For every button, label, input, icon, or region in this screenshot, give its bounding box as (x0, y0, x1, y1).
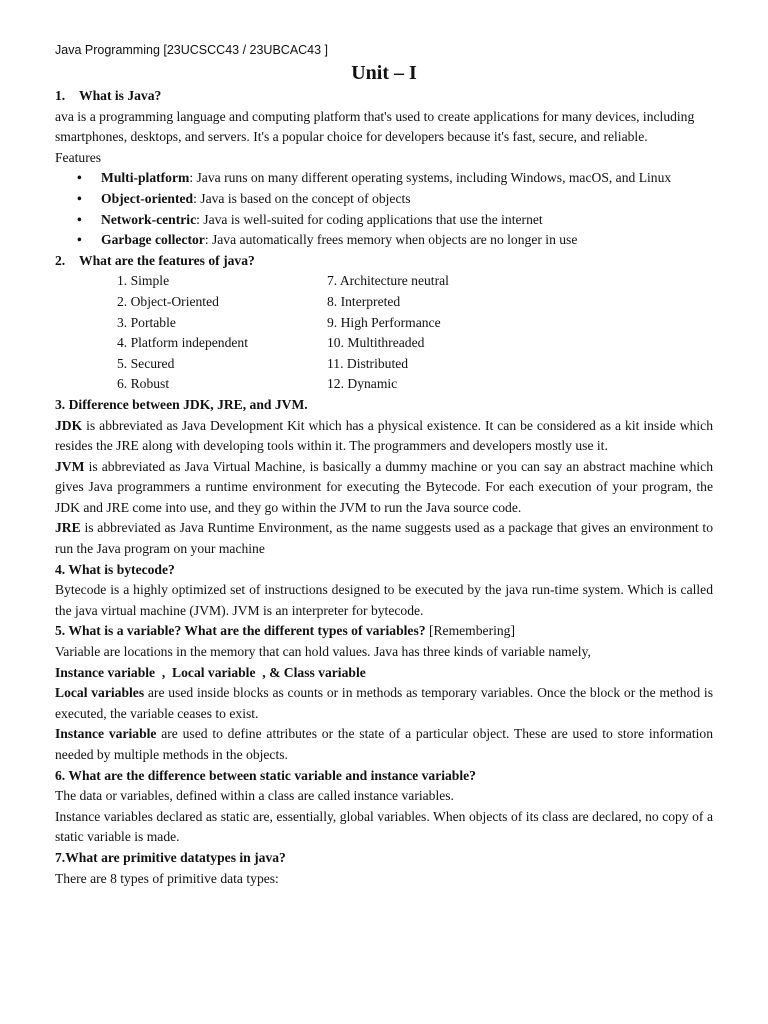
static-line-2: Instance variables declared as static are, essentially, global variables. When objects of its class are declared, no copy of a static variable is made. (55, 808, 713, 845)
question-5-heading: 5. What is a variable? What are the different types of variables? [Remembering] (55, 623, 516, 639)
question-1-intro: ava is a programming language and computing platform that's used to create applications for many devices, including smartphones, desktops, and servers. It's a popular choice for developers because it's fast, secure, and reliable. (55, 108, 695, 145)
list-item: • Object-oriented: Java is based on the concept of objects (55, 189, 713, 210)
feature-item: 3. Portable (117, 314, 176, 330)
question-6-heading: 6. What are the difference between static variable and instance variable? (55, 767, 476, 783)
list-item: • Multi-platform: Java runs on many different operating systems, including Windows, macOS, and Linux (55, 168, 713, 189)
feature-item: 6. Robust (117, 376, 170, 392)
primitive-line-1: There are 8 types of primitive data types: (55, 870, 279, 886)
question-1-heading: 1. What is Java? (55, 88, 162, 103)
course-header: Java Programming [23UCSCC43 / 23UBCAC43 ] (55, 43, 329, 57)
variable-kinds: Instance variable , Local variable , & Class variable (55, 664, 366, 680)
features-grid (117, 271, 713, 395)
features-list (55, 168, 713, 250)
feature-item: 11. Distributed (327, 355, 409, 371)
feature-item: 4. Platform independent (117, 335, 248, 351)
jvm-paragraph: JVM is abbreviated as Java Virtual Machine, is basically a dummy machine or you can say an abstract machine which gives Java programmers a runtime environment for executing the Bytecode. For each execution of your program, the JDK and JRE come into use, and they go within the JVM to run the Java source code. (55, 458, 713, 515)
bullet-icon: • (77, 190, 82, 206)
feature-item: 7. Architecture neutral (327, 273, 449, 289)
question-2-heading: 2. What are the features of java? (55, 252, 255, 268)
static-line-1: The data or variables, defined within a class are called instance variables. (55, 788, 454, 804)
features-label: Features (55, 149, 102, 165)
jre-paragraph: JRE is abbreviated as Java Runtime Environment, as the name suggests used as a package that gives an environment to run the Java program on your machine (55, 520, 713, 557)
feature-item: 12. Dynamic (327, 376, 398, 392)
question-3-heading: 3. Difference between JDK, JRE, and JVM. (55, 396, 308, 412)
list-item: • Network-centric: Java is well-suited for coding applications that use the internet (55, 210, 713, 231)
document-body (55, 86, 713, 889)
feature-item: 2. Object-Oriented (117, 293, 219, 309)
bullet-icon: • (77, 232, 82, 248)
feature-item: 9. High Performance (327, 314, 441, 330)
feature-item: 8. Interpreted (327, 293, 401, 309)
variable-intro: Variable are locations in the memory that can hold values. Java has three kinds of variable namely, (55, 644, 591, 660)
instance-variable-paragraph: Instance variable are used to define attributes or the state of a particular object. These are used to store information needed by multiple methods in the objects. (55, 726, 713, 762)
list-item: • Garbage collector: Java automatically frees memory when objects are no longer in use (55, 230, 713, 251)
feature-item: 10. Multithreaded (327, 335, 425, 351)
feature-item: 1. Simple (117, 273, 170, 289)
bullet-icon: • (77, 211, 82, 227)
jdk-paragraph: JDK is abbreviated as Java Development Kit which has a physical existence. It can be considered as a kit inside which resides the JRE along with developing tools within it. The programmers and developers mostly use it. (55, 417, 713, 454)
bullet-icon: • (77, 170, 82, 186)
question-7-heading: 7.What are primitive datatypes in java? (55, 849, 286, 865)
question-4-heading: 4. What is bytecode? (55, 561, 175, 577)
local-variable-paragraph: Local variables are used inside blocks as counts or in methods as temporary variables. Once the block or the method is executed, the variable ceases to exist. (55, 685, 713, 721)
unit-title: Unit – I (351, 62, 417, 84)
bytecode-paragraph: Bytecode is a highly optimized set of instructions designed to be executed by the java run-time system. Which is called the java virtual machine (JVM). JVM is an interpreter for bytecode. (55, 582, 713, 618)
feature-item: 5. Secured (117, 355, 175, 371)
